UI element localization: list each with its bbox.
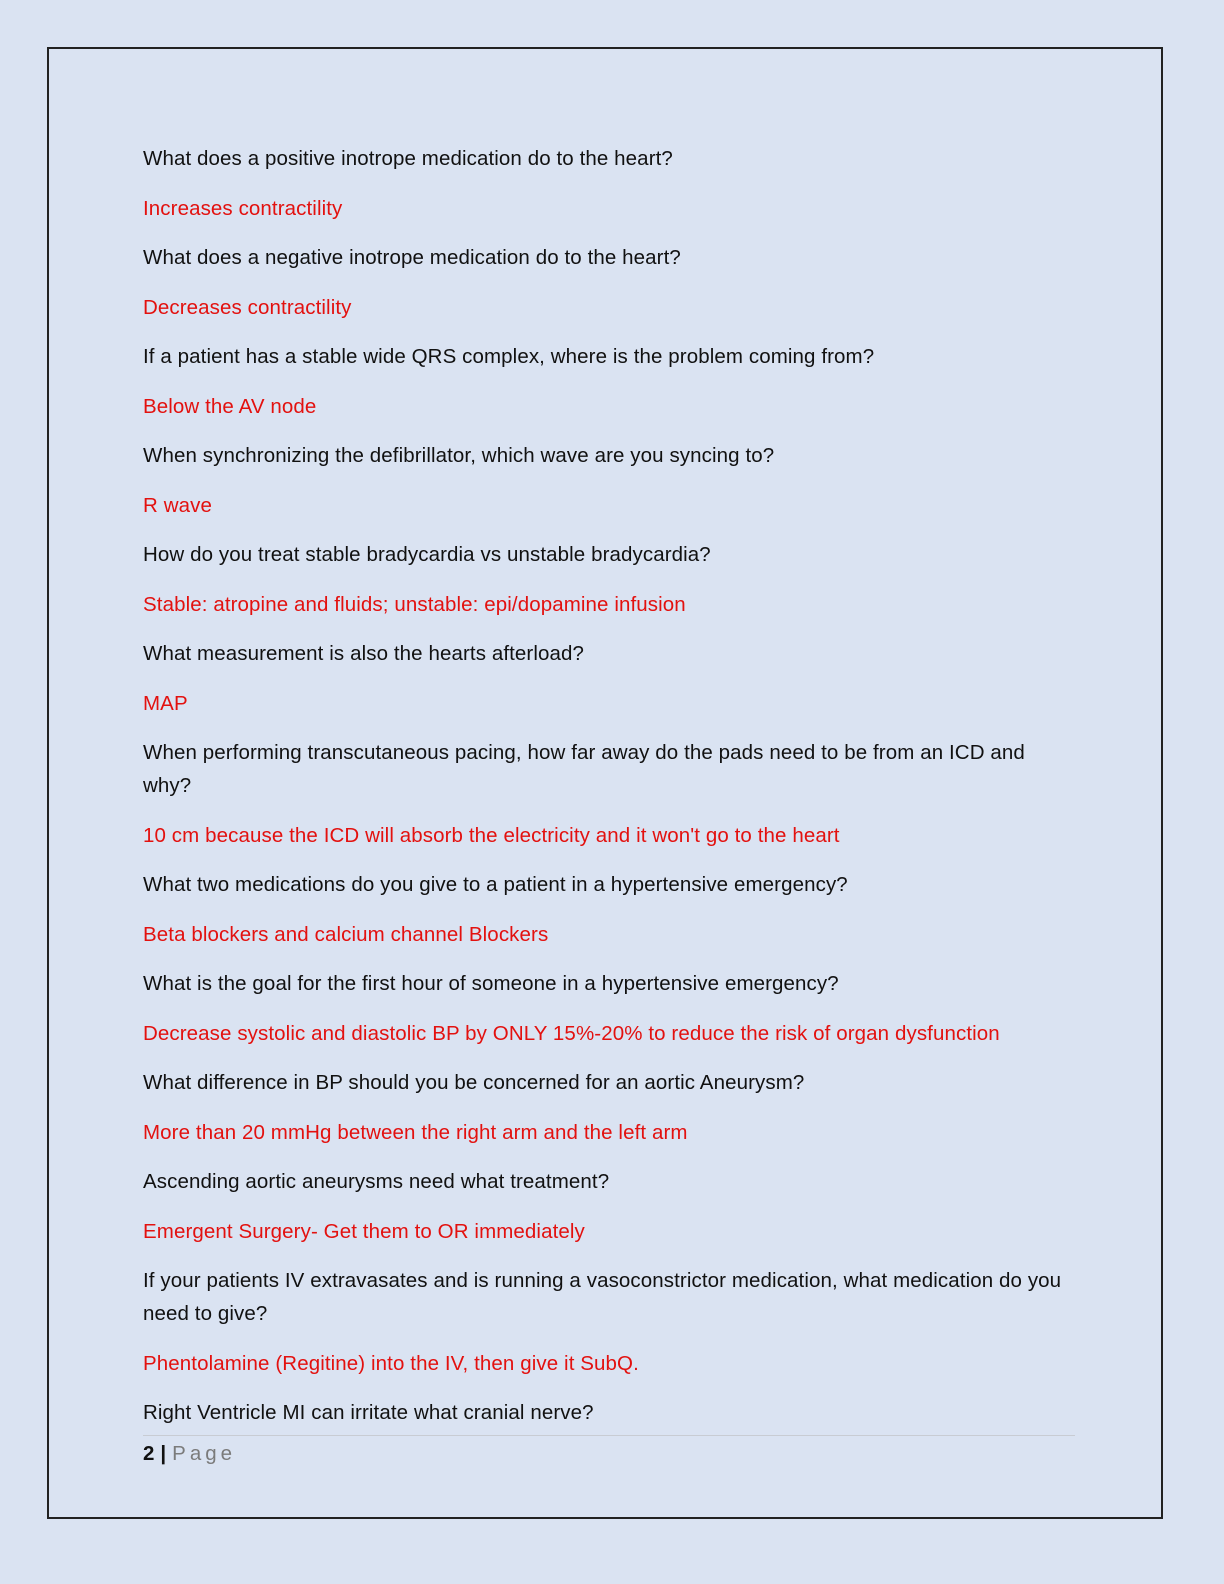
answer-text: Stable: atropine and fluids; unstable: epi/dopamine infusion bbox=[143, 592, 686, 616]
question-text: What two medications do you give to a patient in a hypertensive emergency? bbox=[143, 873, 848, 896]
answer-text: 10 cm because the ICD will absorb the electricity and it won't go to the heart bbox=[143, 823, 840, 847]
page-number: 2 bbox=[143, 1442, 155, 1465]
question-text: What does a negative inotrope medication do to the heart? bbox=[143, 246, 681, 269]
question-text: How do you treat stable bradycardia vs unstable bradycardia? bbox=[143, 543, 711, 566]
answer-text: Decrease systolic and diastolic BP by ONLY 15%-20% to reduce the risk of organ dysfunction bbox=[143, 1021, 1000, 1045]
answer-text: Decreases contractility bbox=[143, 295, 352, 319]
answer-text: Below the AV node bbox=[143, 394, 317, 418]
footer-separator: | bbox=[160, 1442, 167, 1465]
answer-text: Phentolamine (Regitine) into the IV, then give it SubQ. bbox=[143, 1351, 639, 1375]
document-body bbox=[143, 142, 1078, 1446]
page-footer bbox=[143, 1435, 1075, 1468]
answer-text: R wave bbox=[143, 493, 212, 517]
answer-text: Beta blockers and calcium channel Blockers bbox=[143, 922, 549, 946]
question-text: What does a positive inotrope medication do to the heart? bbox=[143, 147, 673, 170]
question-text: When synchronizing the defibrillator, which wave are you syncing to? bbox=[143, 444, 775, 467]
question-text: What difference in BP should you be concerned for an aortic Aneurysm? bbox=[143, 1071, 805, 1094]
answer-text: Emergent Surgery- Get them to OR immediately bbox=[143, 1219, 585, 1243]
answer-text: MAP bbox=[143, 691, 188, 715]
question-text: Right Ventricle MI can irritate what cranial nerve? bbox=[143, 1401, 594, 1424]
question-text: If a patient has a stable wide QRS complex, where is the problem coming from? bbox=[143, 345, 875, 368]
answer-text: Increases contractility bbox=[143, 196, 343, 220]
question-text: Ascending aortic aneurysms need what treatment? bbox=[143, 1170, 610, 1193]
question-text: What is the goal for the first hour of someone in a hypertensive emergency? bbox=[143, 972, 839, 995]
question-text: If your patients IV extravasates and is running a vasoconstrictor medication, what medication do you need to give? bbox=[143, 1269, 1062, 1325]
question-text: What measurement is also the hearts afterload? bbox=[143, 642, 585, 665]
page-label: Page bbox=[172, 1442, 237, 1465]
answer-text: More than 20 mmHg between the right arm and the left arm bbox=[143, 1120, 688, 1144]
question-text: When performing transcutaneous pacing, how far away do the pads need to be from an ICD and why? bbox=[143, 741, 1025, 797]
